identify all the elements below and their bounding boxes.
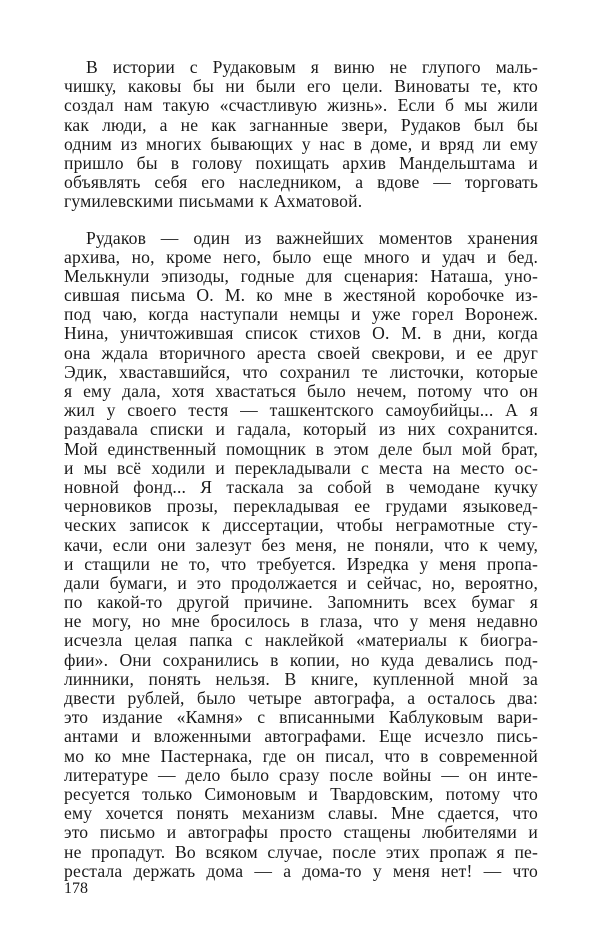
text-line: архива, но, кроме него, было еще много и удач и бед. <box>64 246 538 267</box>
text-line: линники, понять нельзя. В книге, купленной мной за <box>64 668 538 689</box>
text-line: ческих записок к диссертации, чтобы неграмотные сту- <box>64 515 538 536</box>
text-line: Эдик, хваставшийся, что сохранил те листочки, которые <box>64 361 538 382</box>
text-line: чишку, каковы бы ни были его цели. Виноваты те, кто <box>64 76 538 97</box>
text-line: создал нам такую «счастливую жизнь». Если б мы жили <box>64 95 538 116</box>
text-line: ресуется только Симоновым и Твардовским, потому что <box>64 783 538 804</box>
page-number: 178 <box>64 880 88 897</box>
text-line: литературе — дело было сразу после войны — он инте- <box>64 764 538 785</box>
text-line: не пропадут. Во всяком случае, после этих пропаж я пе- <box>64 841 538 862</box>
text-line: гумилевскими письмами к Ахматовой. <box>64 191 363 212</box>
paragraph-2 <box>64 229 538 881</box>
text-line: фии». Они сохранились в копии, но куда девались под- <box>64 649 538 670</box>
text-line: жил у своего тестя — ташкентского самоубийцы... А я <box>64 400 538 421</box>
text-line: Нина, уничтожившая список стихов О. М. в дни, когда <box>64 323 538 344</box>
text-line: одним из многих бывающих у нас в доме, и вряд ли ему <box>64 133 538 154</box>
paragraph-1 <box>64 58 538 212</box>
text-line: она ждала вторичного ареста своей свекрови, и ее друг <box>64 342 538 363</box>
text-line: я ему дала, хотя хвастаться было нечем, потому что он <box>64 381 538 401</box>
text-line: рестала держать дома — а дома-то у меня нет! — что <box>64 860 538 881</box>
text-line: двести рублей, было четыре автографа, а осталось два: <box>64 688 538 708</box>
text-line: по какой-то другой причине. Запомнить всех бумаг я <box>64 592 538 613</box>
text-line: раздавала списки и гадала, который из них сохранится. <box>64 419 538 440</box>
text-line: Мелькнули эпизоды, годные для сценария: Наташа, уно- <box>64 265 538 286</box>
text-line: дали бумаги, и это продолжается и сейчас, но, вероятно, <box>64 572 538 593</box>
text-line: Мой единственный помощник в этом деле был мой брат, <box>64 438 538 459</box>
book-page-text <box>64 58 538 881</box>
text-line: это письмо и автографы просто стащены любителями и <box>64 822 538 843</box>
text-line: В истории с Рудаковым я виню не глупого маль- <box>86 57 538 77</box>
text-line: пришло бы в голову похищать архив Мандельштама и <box>64 152 538 173</box>
text-line: ему хочется понять механизм славы. Мне сдается, что <box>64 803 538 824</box>
text-line: не могу, но мне бросилось в глаза, что у меня недавно <box>64 611 538 632</box>
text-line: новной фонд... Я таскала за собой в чемодане кучку <box>64 476 538 497</box>
text-line: как люди, а не как загнанные звери, Рудаков был бы <box>64 114 538 135</box>
text-line: мо ко мне Пастернака, где он писал, что в современной <box>64 745 538 766</box>
text-line: и стащили не то, что требуется. Изредка у меня пропа- <box>64 553 538 574</box>
text-line: качи, если они залезут без меня, не поняли, что к чему, <box>64 534 538 555</box>
text-line: сившая письма О. М. ко мне в жестяной коробочке из- <box>64 285 538 306</box>
text-line: объявлять себя его наследником, а вдове — торговать <box>64 172 538 193</box>
text-line: антами и вложенными автографами. Еще исчезло пись- <box>64 726 538 747</box>
text-line: исчезла целая папка с наклейкой «материалы к биогра- <box>64 630 538 651</box>
text-line: под чаю, когда наступали немцы и уже горел Воронеж. <box>64 304 538 325</box>
text-line: черновиков прозы, перекладывая ее грудами языковед- <box>64 496 538 517</box>
text-line: и мы всё ходили и перекладывали с места на место ос- <box>64 457 538 478</box>
text-line: это издание «Камня» с вписанными Каблуковым вари- <box>64 707 538 728</box>
text-line: Рудаков — один из важнейших моментов хранения <box>86 227 538 248</box>
